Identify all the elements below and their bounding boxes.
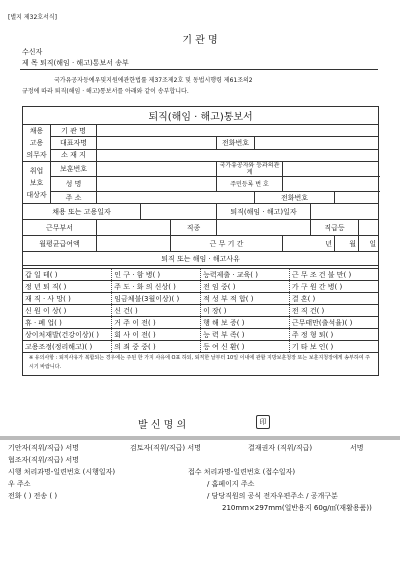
retire-date-value[interactable] (311, 204, 379, 220)
cooperator-line: 협조자(직위/직급) 서명 (8, 456, 79, 464)
reason-option[interactable]: 주 정 형 퇴( ) (289, 329, 378, 341)
relation-label: 국가유공자와 등과의관계 (217, 162, 283, 177)
reason-option[interactable]: 인 구 · 함 병( ) (112, 269, 201, 281)
sender-divider (0, 436, 400, 440)
representative-label: 대표자명 (51, 137, 97, 149)
reason-option[interactable]: 회 사 이 전( ) (112, 329, 201, 341)
notice-table (22, 106, 379, 376)
grade-label: 직급등 (311, 220, 359, 236)
reason-option[interactable]: 의 죄 중 중( ) (112, 341, 201, 353)
job-type-label: 직종 (171, 220, 217, 236)
reason-option[interactable]: 능 력 부 족( ) (201, 329, 290, 341)
reason-option[interactable]: 거 주 이 전( ) (112, 317, 201, 329)
employee-name-value[interactable] (97, 177, 217, 192)
intro-line-2: 규정에 따라 퇴직(해임 · 해고)통보서를 아래와 같이 송부합니다. (22, 88, 189, 95)
rrn-label: 주민등록 번 호 (217, 177, 283, 192)
reason-option[interactable]: 신 건( ) (112, 305, 201, 317)
job-type-value[interactable] (217, 220, 311, 236)
phone-fax-line: 전화 ( ) 전송 ( ) (8, 492, 58, 500)
reason-option[interactable]: 능력제출 · 교육( ) (201, 269, 290, 281)
reason-option[interactable]: 적 성 부 적 합( ) (201, 293, 290, 305)
reason-row (23, 269, 378, 281)
reason-option[interactable]: 주 도 · 화 의 신상( ) (112, 281, 201, 293)
reason-option[interactable]: 신 원 이 상( ) (23, 305, 112, 317)
reason-option[interactable]: 전 직 건( ) (289, 305, 378, 317)
relation-value[interactable] (283, 162, 379, 177)
reason-option[interactable]: 휴 · 폐 업( ) (23, 317, 112, 329)
reason-option[interactable]: 고용조정(정리해고)( ) (23, 341, 112, 353)
employer-section-label: 채용 고용 의무자 (23, 125, 51, 162)
retire-date-label: 퇴직(해임 · 해고)일자 (217, 204, 311, 220)
reason-option[interactable]: 등 여 신 환( ) (201, 341, 290, 353)
subject: 제 목 퇴직(해임 · 해고)통보서 송부 (22, 59, 129, 67)
reviewer-line: 검토자(직위/직급) 서명 (130, 444, 201, 452)
recipient-label: 수신자 (22, 48, 43, 56)
paper-size: 210mm×297mm(일반용지 60g/㎡(재활용품)) (222, 504, 372, 512)
reason-row (23, 281, 378, 293)
reason-option[interactable]: 전 임 중( ) (201, 281, 290, 293)
reason-option[interactable]: 이 장( ) (201, 305, 290, 317)
employee-address-label: 주 소 (51, 192, 97, 204)
reason-option[interactable]: 기 타 보 인( ) (289, 341, 378, 353)
reason-option[interactable]: 가 구 원 간 병( ) (289, 281, 378, 293)
address-line: 우 주소 (8, 480, 31, 488)
department-value[interactable] (97, 220, 171, 236)
employer-address-value[interactable] (97, 149, 379, 161)
form-number: [별지 제32호서식] (8, 14, 57, 21)
reason-row (23, 305, 378, 317)
receipt-line: 접수 처리과명-일련번호 (접수일자) (188, 468, 296, 476)
employee-address-value[interactable] (97, 192, 255, 204)
department-label: 근무부서 (23, 220, 97, 236)
intro-line-1: 국가유공자등예우및지원에관한법률 제37조제2호 및 동법시행령 제61조의2 (54, 77, 253, 84)
seal-icon: 印 (256, 415, 270, 429)
reason-row (23, 329, 378, 341)
employer-address-label: 소 재 지 (51, 149, 97, 161)
reason-row (23, 293, 378, 305)
notice-caution: ※ 유의사항 : 퇴직사유가 복합되는 경우에는 주된 한 가지 사유에 O표 하되, 퇴직한 날부터 10일 이내에 관할 지방보훈청장 또는 보훈지청장에게 송부하여 주시기 바랍니다. (23, 353, 379, 376)
reasons-title: 퇴직 또는 해임 · 해고사유 (23, 252, 379, 266)
reason-option[interactable]: 갑 일 테( ) (23, 269, 112, 281)
email-line: / 담당직원의 공식 전자우편주소 / 공개구분 (207, 492, 338, 500)
employee-section-label: 취업 보호 대상자 (23, 162, 51, 204)
reason-option[interactable]: 임금체불(3월이상)( ) (112, 293, 201, 305)
employee-name-label: 성 명 (51, 177, 97, 192)
reason-row (23, 317, 378, 329)
approver-sign: 서명 (350, 444, 364, 452)
reward-no-label: 보훈번호 (51, 162, 97, 177)
reason-option[interactable]: 정 년 퇴 직( ) (23, 281, 112, 293)
institution-label: 기 관 명 (51, 125, 97, 137)
reasons-cell (23, 266, 379, 354)
employer-phone-value[interactable] (255, 137, 379, 149)
hire-date-label: 채용 또는 고용일자 (23, 204, 141, 220)
avg-wage-label: 월평균급여액 (23, 236, 97, 252)
reason-option[interactable]: 재 직 · 사 망( ) (23, 293, 112, 305)
employee-phone-label: 전화번호 (255, 192, 335, 204)
subject-divider (20, 69, 378, 70)
grade-value[interactable] (359, 220, 379, 236)
drafter-line: 기안자(직위/직급) 서명 (8, 444, 79, 452)
period-days: 일 (359, 236, 379, 252)
avg-wage-value[interactable] (97, 236, 171, 252)
reason-option[interactable]: 근 무 조 건 불 만( ) (289, 269, 378, 281)
enforce-line: 시행 처리과명-일련번호 (시행일자) (8, 468, 116, 476)
work-period-label: 근 무 기 간 (171, 236, 283, 252)
form-title: 퇴직(해임 · 해고)통보서 (23, 107, 379, 125)
representative-value[interactable] (97, 137, 217, 149)
institution-value[interactable] (97, 125, 379, 137)
employer-phone-label: 전화번호 (217, 137, 255, 149)
reason-option[interactable]: 행 해 보 증( ) (201, 317, 290, 329)
sender-title: 발 신 명 의 (138, 420, 187, 431)
employee-phone-value[interactable] (335, 192, 379, 204)
period-months: 월 (335, 236, 359, 252)
reason-option[interactable]: 근무태만(출석율)( ) (289, 317, 378, 329)
reason-option[interactable]: 상이처재발(건강이상)( ) (23, 329, 112, 341)
approver-line: 결재권자 (직위/직급) (248, 444, 313, 452)
hire-date-value[interactable] (141, 204, 217, 220)
reason-row (23, 341, 378, 353)
homepage-line: / 홈페이지 주소 (207, 480, 255, 488)
reasons-grid (23, 268, 378, 353)
agency-title: 기 관 명 (182, 35, 218, 46)
rrn-value[interactable] (283, 177, 379, 192)
reason-option[interactable]: 결 혼( ) (289, 293, 378, 305)
period-years: 년 (283, 236, 335, 252)
reward-no-value[interactable] (97, 162, 217, 177)
